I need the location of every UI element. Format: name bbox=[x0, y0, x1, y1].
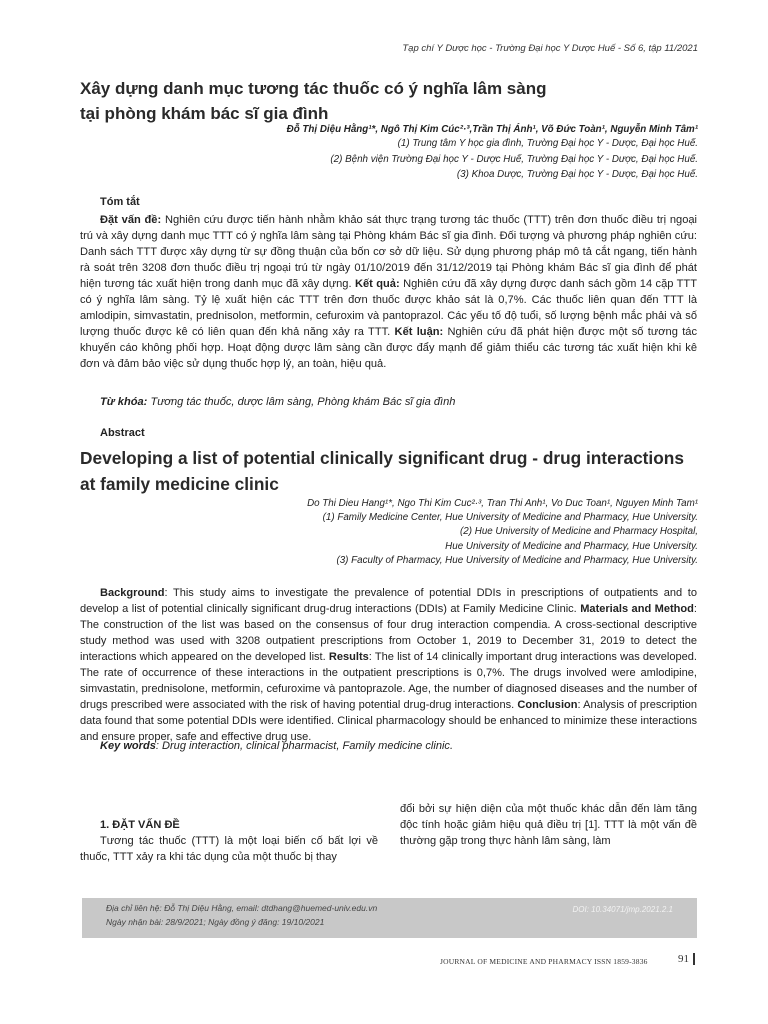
section-heading: 1. ĐẶT VẤN ĐỀ bbox=[100, 819, 180, 831]
english-keywords-label: Key words bbox=[100, 740, 156, 752]
english-keywords-text: : Drug interaction, clinical pharmacist, Family medicine clinic. bbox=[155, 740, 454, 752]
english-affiliation-1: (1) Family Medicine Center, Hue University of Medicine and Pharmacy, Hue University. bbox=[322, 512, 698, 523]
contact-box bbox=[82, 898, 697, 938]
results-label: Kết quả: bbox=[351, 278, 400, 291]
abstract-heading: Abstract bbox=[100, 427, 145, 439]
conclusion-text: Nghiên cứu đã phát hiện được một số tương tác khuyến cáo không phối hợp. Hoạt động dược lâm sàng cần được đẩy mạnh để giảm thiểu các tương tác xuất hiện khi kê đơn và đảm bảo việc sử dụng thuốc hợp lý, an toàn, hiệu quả. bbox=[80, 326, 697, 371]
body-paragraph-right: đổi bởi sự hiện diện của một thuốc khác dẫn đến làm tăng độc tính hoặc giảm hiệu quả điều trị [1]. TTT là một vấn đề thường gặp trong thực hành lâm sàng, làm bbox=[400, 803, 697, 847]
english-affiliation-2: (2) Hue University of Medicine and Pharmacy Hospital, bbox=[460, 526, 698, 538]
footer-journal: JOURNAL OF MEDICINE AND PHARMACY ISSN 1859-3836 bbox=[440, 957, 648, 966]
vietnamese-authors: Đỗ Thị Diệu Hằng¹*, Ngô Thị Kim Cúc²·³,Trần Thị Ánh¹, Võ Đức Toàn¹, Nguyễn Minh Tâm¹ bbox=[286, 124, 698, 135]
vietnamese-affiliation-2: (2) Bệnh viện Trường Đại học Y - Dược Huế, Trường Đại học Y - Dược, Đại học Huế. bbox=[330, 153, 698, 165]
english-affiliations bbox=[80, 511, 698, 568]
page-number: 91 bbox=[678, 953, 695, 965]
english-title bbox=[80, 445, 710, 497]
summary-heading: Tóm tắt bbox=[100, 196, 140, 208]
background-label: Background bbox=[100, 587, 165, 599]
vietnamese-title bbox=[80, 76, 700, 126]
conclusion-label-en: Conclusion bbox=[514, 699, 578, 711]
results-text-en: : The list of 14 clinically important drug interactions was developed. The rate of occurrence of these interactions in the outpatient prescriptions is 0,7%. The drugs involved were amlodipine, simvastatin, prednisolone, metformin, cefuroxime và pantoprazole. Age, the number of diagnosed diseases and the number of drugs prescribed were associated with the risk of having potential drug-drug interactions. bbox=[80, 651, 697, 711]
vietnamese-abstract bbox=[80, 212, 697, 372]
doi-link[interactable]: DOI: 10.34071/jmp.2021.2.1 bbox=[572, 905, 673, 914]
intro-label: Đặt vấn đề: bbox=[100, 214, 162, 226]
contact-address: Địa chỉ liên hệ: Đỗ Thị Diệu Hằng, email: dtdhang@huemed-univ.edu.vn bbox=[106, 903, 378, 913]
received-accepted-dates: Ngày nhận bài: 28/9/2021; Ngày đồng ý đăng: 19/10/2021 bbox=[106, 917, 325, 927]
vietnamese-affiliation-3: (3) Khoa Dược, Trường Đại học Y - Dược, Đại học Huế. bbox=[456, 169, 698, 180]
body-column-right bbox=[400, 801, 697, 849]
body-paragraph-left: Tương tác thuốc (TTT) là một loại biến cố bất lợi về thuốc, TTT xảy ra khi tác dụng của một thuốc bị thay bbox=[80, 835, 378, 863]
body-column-left bbox=[80, 817, 378, 865]
vietnamese-title-line-1: Xây dựng danh mục tương tác thuốc có ý nghĩa lâm sàng bbox=[80, 79, 547, 98]
results-text: Nghiên cứu đã xây dựng được danh sách gồm 14 cặp TTT có ý nghĩa lâm sàng. Tỷ lệ xuất hiện các TTT trên đơn thuốc được khảo sát là 0,7%. Các thuốc liên quan đến TTT là amlodipin, simvastatin, prednisolon, metformin, cefuroxim và pantoprazol. Các yếu tố độ tuổi, số lượng bệnh mắc phải và số lượng thuốc được kê có liên quan đến khả năng xảy ra TTT. bbox=[80, 278, 697, 339]
vietnamese-abstract-paragraph bbox=[80, 212, 697, 372]
background-text: : This study aims to investigate the prevalence of potential DDIs in prescriptions of outpatients and to develop a list of potential clinically significant drug-drug interactions (DDIs) at Family Medicine Clinic. bbox=[80, 587, 697, 615]
vietnamese-keywords-label: Từ khóa: bbox=[100, 396, 148, 408]
english-affiliation-3: (3) Faculty of Pharmacy, Hue University of Medicine and Pharmacy, Hue University. bbox=[336, 554, 698, 566]
intro-text: Nghiên cứu được tiến hành nhằm khảo sát thực trạng tương tác thuốc (TTT) trên đơn thuốc điều trị ngoại trú và xây dựng danh mục TTT có ý nghĩa lâm sàng tại Phòng khám Bác sĩ gia đình. Đối tượng và phương pháp nghiên cứu: Danh sách TTT được xây dựng từ sự đồng thuận của bốn cơ sở dữ liệu. Sử dụng phương pháp mô tả cắt ngang, tiến hành rà soát trên 3208 đơn thuốc điều trị ngoại trú từ ngày 01/10/2019 đến 31/12/2019 tại Phòng khám Bác sĩ gia đình để phát hiện tương tác xuất hiện trong danh mục đã xây dựng. bbox=[80, 214, 698, 291]
vietnamese-title-line-2: tại phòng khám bác sĩ gia đình bbox=[80, 104, 329, 123]
english-authors: Do Thi Dieu Hang¹*, Ngo Thi Kim Cuc²·³, Tran Thi Anh¹, Vo Duc Toan¹, Nguyen Minh Tam¹ bbox=[307, 498, 698, 509]
methods-label: Materials and Method bbox=[576, 603, 694, 615]
english-affiliation-2-cont: Hue University of Medicine and Pharmacy, Hue University. bbox=[445, 540, 698, 552]
methods-text: : The construction of the list was based on the consensus of four drug interaction compendia. A cross-sectional descriptive study method was used with 3208 outpatient prescriptions from October 1, 2019 to December 31, 2019 to detect the interactions which appeared on the developed list. bbox=[80, 603, 697, 663]
english-keywords bbox=[100, 738, 453, 754]
results-label-en: Results bbox=[325, 651, 369, 663]
vietnamese-affiliations bbox=[80, 136, 698, 183]
english-abstract-paragraph bbox=[80, 585, 697, 745]
english-title-line-1: Developing a list of potential clinically significant drug - drug interactions bbox=[80, 448, 684, 468]
journal-header: Tạp chí Y Dược học - Trường Đại học Y Dược Huế - Số 6, tập 11/2021 bbox=[402, 43, 698, 54]
conclusion-text-en: : Analysis of prescription data found that some potential DDIs were identified. Clinical pharmacology should be enhanced to minimize these interactions and ensure proper, safe and effective drug use. bbox=[80, 699, 697, 743]
english-title-line-2: at family medicine clinic bbox=[80, 474, 279, 494]
english-abstract bbox=[80, 585, 697, 745]
conclusion-label: Kết luận: bbox=[390, 326, 444, 339]
vietnamese-affiliation-1: (1) Trung tâm Y học gia đình, Trường Đại học Y - Dược, Đại học Huế. bbox=[397, 138, 698, 149]
vietnamese-keywords bbox=[100, 394, 455, 410]
vietnamese-keywords-text: Tương tác thuốc, dược lâm sàng, Phòng khám Bác sĩ gia đình bbox=[147, 396, 456, 408]
